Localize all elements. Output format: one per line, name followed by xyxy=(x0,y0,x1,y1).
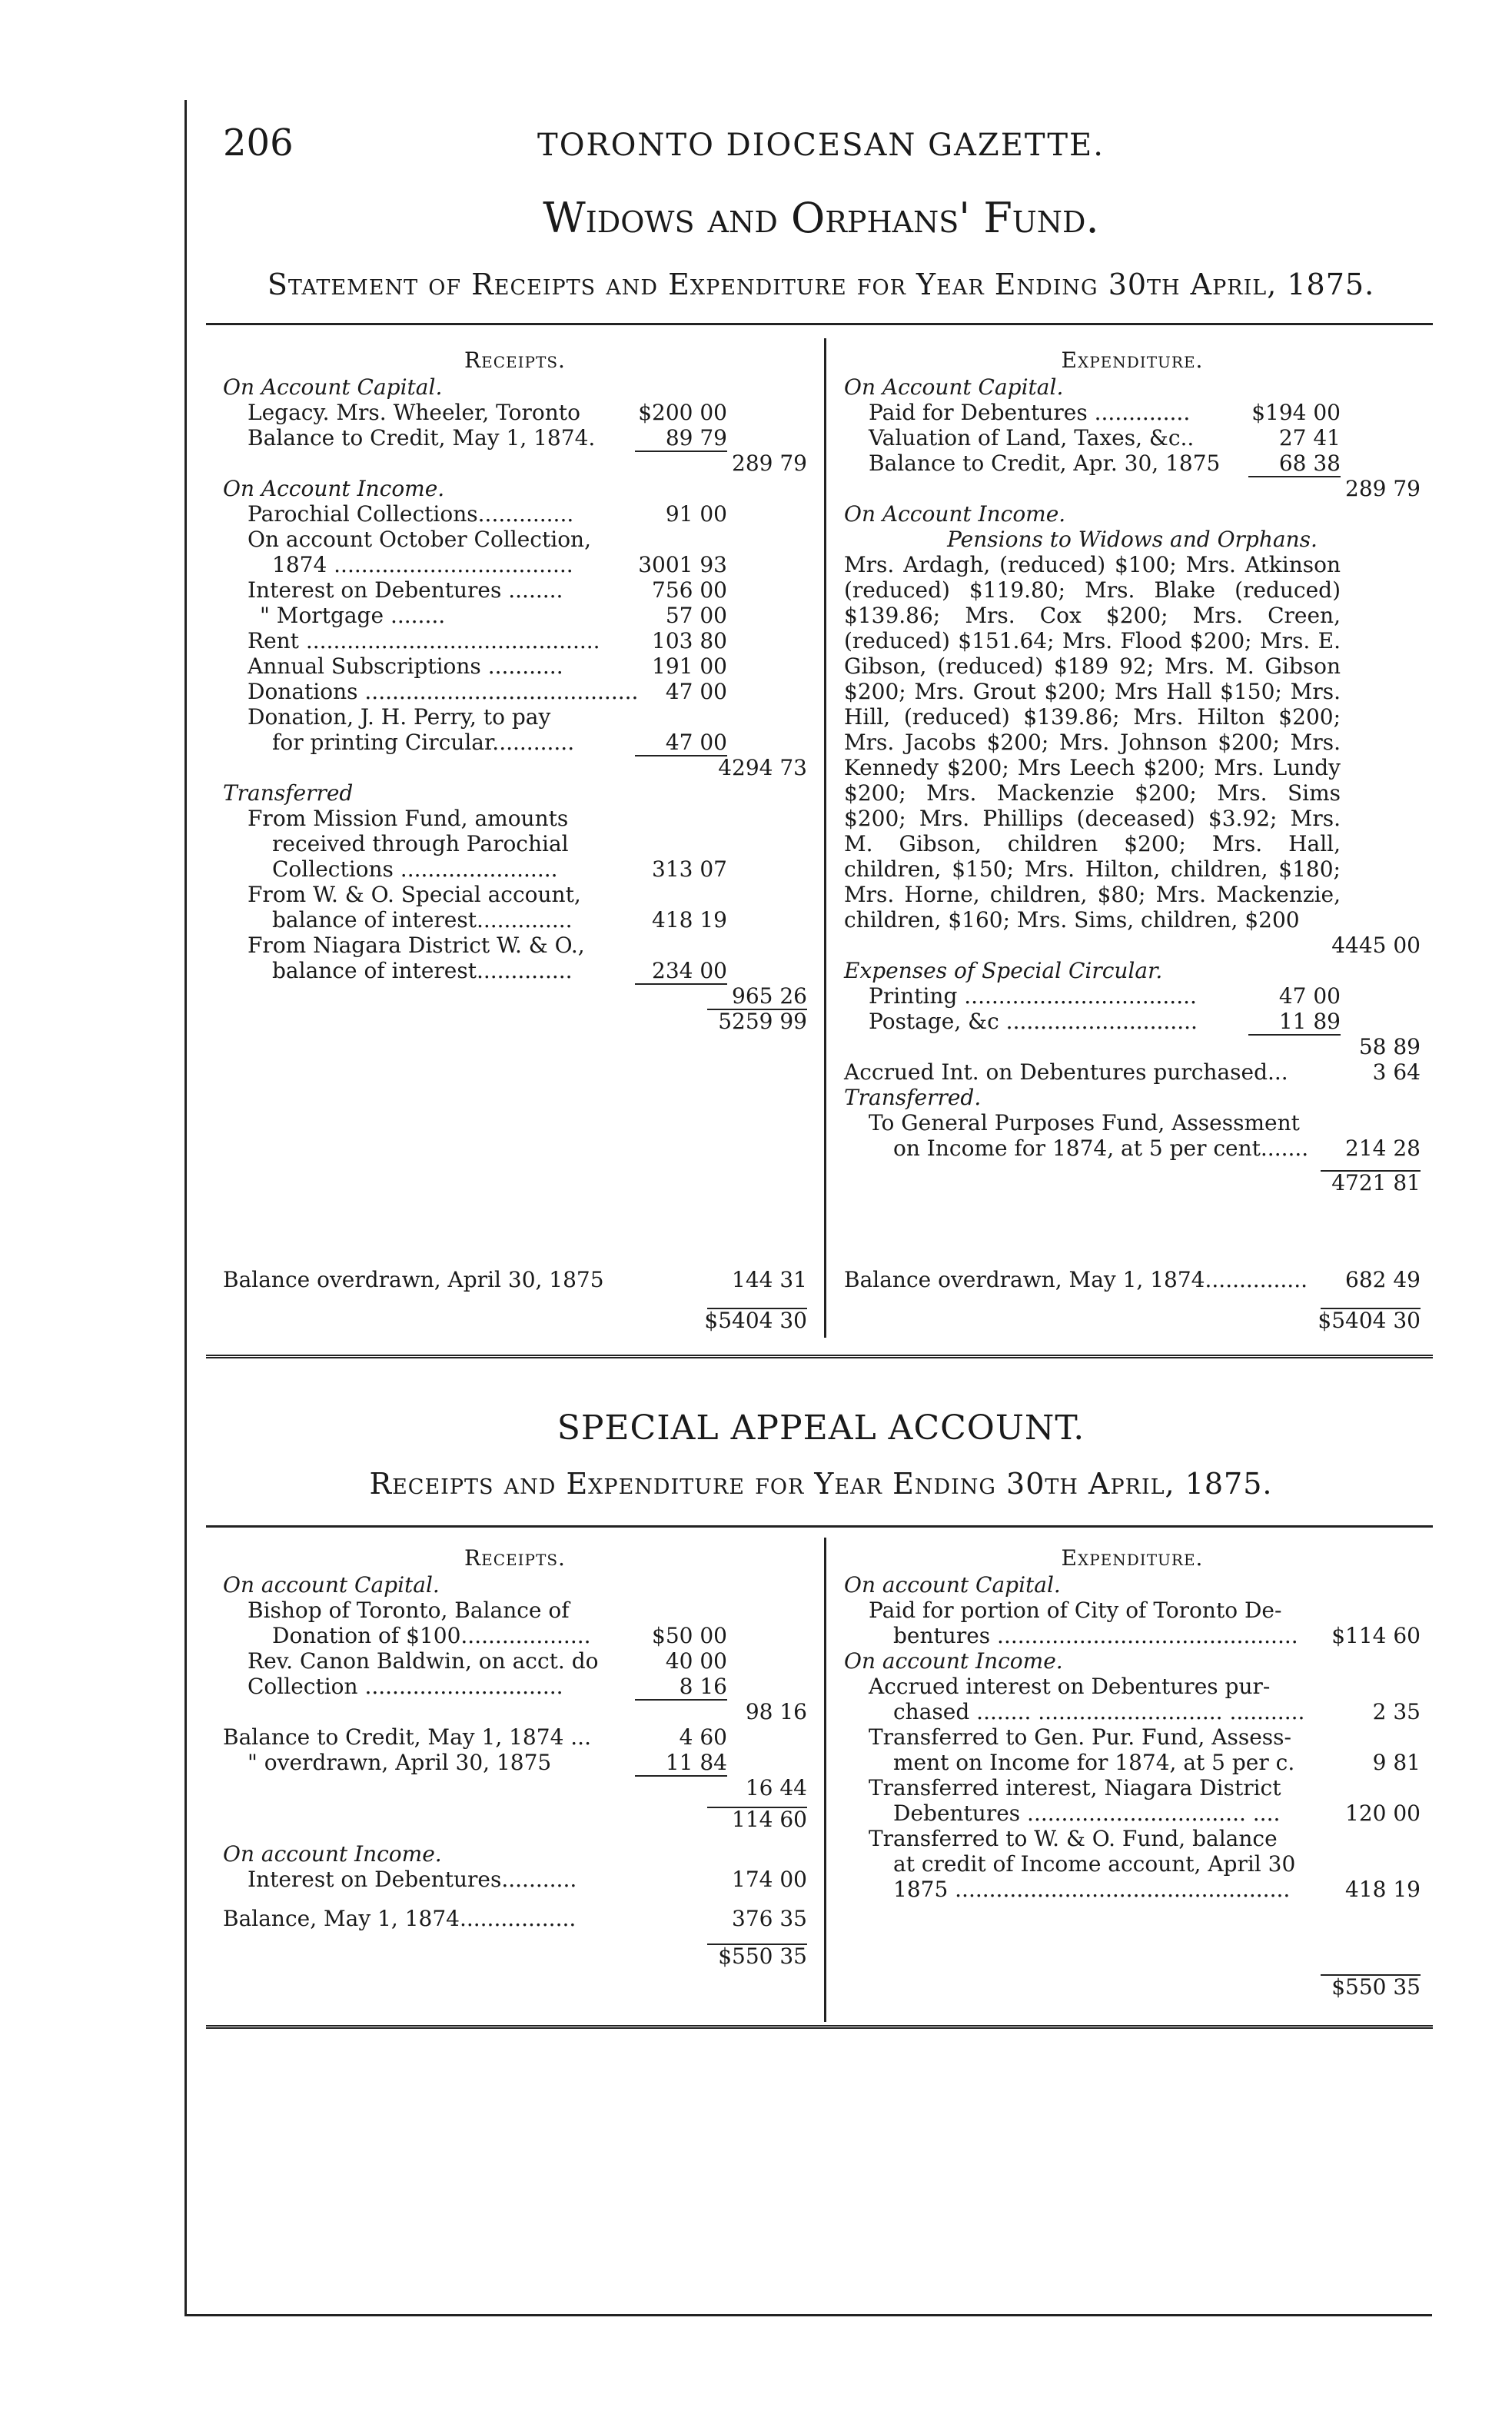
item-label: Transferred interest, Niagara District xyxy=(869,1775,1281,1801)
amount: 47 00 xyxy=(1278,983,1341,1009)
amount: 16 44 xyxy=(745,1775,807,1801)
item-label: From Mission Fund, amounts xyxy=(248,806,569,831)
list-item xyxy=(223,501,807,527)
list-item xyxy=(844,1674,1421,1699)
amount: 40 00 xyxy=(665,1648,727,1674)
running-title: TORONTO DIOCESAN GAZETTE. xyxy=(537,128,1105,163)
appeal-expenditure-total xyxy=(844,1974,1421,2000)
list-item xyxy=(223,1623,807,1648)
list-item xyxy=(223,1867,807,1892)
balance-row xyxy=(844,1267,1421,1292)
amount: 4721 81 xyxy=(1331,1170,1421,1195)
item-label: Donations ........................................ xyxy=(248,679,639,704)
list-item xyxy=(844,1623,1421,1648)
item-label: Parochial Collections.............. xyxy=(248,501,574,527)
amount: 418 19 xyxy=(652,907,727,933)
expenditure-heading: Expenditure. xyxy=(1061,347,1204,373)
list-item xyxy=(844,1699,1421,1724)
item-label: Balance to Credit, Apr. 30, 1875 xyxy=(869,451,1221,476)
list-item xyxy=(844,1059,1421,1085)
receipts-heading: Receipts. xyxy=(464,1545,566,1571)
list-item xyxy=(223,1750,807,1775)
list-item xyxy=(844,1750,1421,1775)
section-label: Transferred. xyxy=(844,1085,982,1110)
amount: 9 81 xyxy=(1372,1750,1421,1775)
divider xyxy=(206,1525,1433,1528)
subtotal-row xyxy=(844,1170,1421,1195)
subtotal-row xyxy=(223,1775,807,1801)
list-item xyxy=(223,425,807,451)
balance-row xyxy=(223,1267,807,1292)
amount: $200 00 xyxy=(638,400,727,425)
amount: 89 79 xyxy=(665,425,727,451)
item-label: Balance overdrawn, April 30, 1875 xyxy=(223,1267,604,1292)
amount: $50 00 xyxy=(652,1623,727,1648)
item-label: Donation, J. H. Perry, to pay xyxy=(248,704,551,730)
amount: 3001 93 xyxy=(638,552,727,577)
item-label: " Mortgage ........ xyxy=(260,603,446,628)
list-item xyxy=(223,628,807,653)
subtotal-row xyxy=(223,983,807,1009)
amount: 68 38 xyxy=(1278,451,1341,476)
item-label: Transferred to W. & O. Fund, balance xyxy=(869,1826,1278,1851)
pensions-text: Mrs. Ardagh, (reduced) $100; Mrs. Atkinson (reduced) $119.80; Mrs. Blake (reduced) $139.86; Mrs. Cox $200; Mrs. Creen, (reduced) $151.64; Mrs. Flood $200; Mrs. E. Gibson, (reduced) $189 92; Mrs. M. Gibson $200; Mrs. Grout $200; Mrs Hall $150; Mrs. Hill, (reduced) $139.86; Mrs. Hilton $200; Mrs. Jacobs $200; Mrs. Johnson $200; Mrs. Kennedy $200; Mrs Leech $200; Mrs. Lundy $200; Mrs. Mackenzie $200; Mrs. Sims $200; Mrs. Phillips (deceased) $3.92; Mrs. M. Gibson, children $200; Mrs. Hall, children, $150; Mrs. Hilton, children, $180; Mrs. Horne, children, $80; Mrs. Mackenzie, children, $160; Mrs. Sims, children, $200 xyxy=(844,552,1341,933)
section-label: On account Capital. xyxy=(844,1572,1061,1598)
item-label: balance of interest.............. xyxy=(272,958,573,983)
item-label: Paid for Debentures .............. xyxy=(869,400,1191,425)
item-label: for printing Circular............ xyxy=(272,730,575,755)
fund-subtitle: Statement of Receipts and Expenditure for Year Ending 30th April, 1875. xyxy=(267,268,1375,301)
item-label: From W. & O. Special account, xyxy=(248,882,581,907)
amount: 5259 99 xyxy=(718,1009,807,1034)
item-label: Collections ....................... xyxy=(272,856,558,882)
amount: 4294 73 xyxy=(718,755,807,780)
list-item xyxy=(223,730,807,755)
amount: 47 00 xyxy=(665,730,727,755)
list-item xyxy=(223,1648,807,1674)
item-label: Printing .................................. xyxy=(869,983,1197,1009)
list-item xyxy=(844,451,1421,476)
item-label: Balance to Credit, May 1, 1874. xyxy=(248,425,596,451)
item-label: Postage, &c ............................ xyxy=(869,1009,1198,1034)
section-label: On account Income. xyxy=(223,1841,442,1867)
amount: 98 16 xyxy=(745,1699,807,1724)
list-item xyxy=(223,1906,807,1931)
item-label: chased ........ ........................... ........... xyxy=(893,1699,1305,1724)
subtotal-row xyxy=(844,476,1421,501)
list-item xyxy=(223,806,807,831)
item-label: Rent ........................................... xyxy=(248,628,600,653)
section-label: On Account Capital. xyxy=(844,374,1064,400)
list-item xyxy=(844,1775,1421,1801)
appeal-expenditure xyxy=(844,1545,1421,1902)
item-label: ment on Income for 1874, at 5 per c. xyxy=(893,1750,1295,1775)
amount: 47 00 xyxy=(665,679,727,704)
item-label: From Niagara District W. & O., xyxy=(248,933,585,958)
amount: 11 84 xyxy=(665,1750,727,1775)
list-item xyxy=(844,1801,1421,1826)
total-row xyxy=(223,1944,807,1969)
amount: 2 35 xyxy=(1372,1699,1421,1724)
appeal-subtitle: Receipts and Expenditure for Year Ending 30th April, 1875. xyxy=(369,1467,1273,1501)
page-number: 206 xyxy=(223,121,294,165)
list-item xyxy=(844,425,1421,451)
list-item xyxy=(223,1724,807,1750)
amount: 103 80 xyxy=(652,628,727,653)
section-label: Transferred xyxy=(223,780,354,806)
receipts-heading: Receipts. xyxy=(464,347,566,373)
item-label: " overdrawn, April 30, 1875 xyxy=(248,1750,552,1775)
pensions-heading: Pensions to Widows and Orphans. xyxy=(947,527,1318,552)
subtotal-row xyxy=(223,451,807,476)
subtotal-row xyxy=(223,1009,807,1034)
fund-receipts xyxy=(223,347,807,1034)
subtotal-row xyxy=(223,755,807,780)
total-row xyxy=(844,1974,1421,2000)
item-label: 1875 ................................................. xyxy=(893,1877,1291,1902)
list-item xyxy=(844,1851,1421,1877)
column-divider xyxy=(824,338,826,1338)
page-header xyxy=(206,115,1436,169)
item-label: Legacy. Mrs. Wheeler, Toronto xyxy=(248,400,580,425)
amount: $114 60 xyxy=(1331,1623,1421,1648)
amount: 144 31 xyxy=(732,1267,807,1292)
subtotal-row xyxy=(223,1699,807,1724)
item-label: Rev. Canon Baldwin, on acct. do xyxy=(248,1648,599,1674)
amount: 120 00 xyxy=(1345,1801,1421,1826)
item-label: To General Purposes Fund, Assessment xyxy=(869,1110,1300,1136)
list-item xyxy=(223,856,807,882)
amount: 756 00 xyxy=(652,577,727,603)
amount: 3 64 xyxy=(1372,1059,1421,1085)
item-label: Annual Subscriptions ........... xyxy=(248,653,563,679)
item-label: bentures ............................................ xyxy=(893,1623,1298,1648)
item-label: Balance overdrawn, May 1, 1874............... xyxy=(844,1267,1308,1292)
list-item xyxy=(223,400,807,425)
list-item xyxy=(844,1009,1421,1034)
list-item xyxy=(844,1877,1421,1902)
list-item xyxy=(223,527,807,552)
list-item xyxy=(844,1110,1421,1136)
amount: $550 35 xyxy=(1331,1974,1421,2000)
list-item xyxy=(844,983,1421,1009)
section-label: Expenses of Special Circular. xyxy=(844,958,1163,983)
list-item xyxy=(844,400,1421,425)
amount: 234 00 xyxy=(652,958,727,983)
divider xyxy=(206,323,1433,325)
list-item xyxy=(223,603,807,628)
item-label: balance of interest.............. xyxy=(272,907,573,933)
total-row xyxy=(223,1308,807,1333)
list-item xyxy=(223,907,807,933)
item-label: received through Parochial xyxy=(272,831,569,856)
amount: 4445 00 xyxy=(1331,933,1421,958)
amount: 214 28 xyxy=(1345,1136,1421,1161)
item-label: Interest on Debentures ........ xyxy=(248,577,563,603)
item-label: 1874 ................................... xyxy=(272,552,573,577)
amount: 965 26 xyxy=(732,983,807,1009)
fund-expenditure-total xyxy=(844,1267,1421,1333)
item-label: Accrued Int. on Debentures purchased... xyxy=(844,1059,1288,1085)
list-item xyxy=(844,1826,1421,1851)
total-row xyxy=(844,1308,1421,1333)
item-label: at credit of Income account, April 30 xyxy=(893,1851,1296,1877)
fund-title: Widows and Orphans' Fund. xyxy=(543,194,1099,242)
amount: 4 60 xyxy=(679,1724,727,1750)
list-item xyxy=(223,552,807,577)
list-item xyxy=(223,577,807,603)
divider xyxy=(206,1355,1433,1358)
item-label: Paid for portion of City of Toronto De- xyxy=(869,1598,1282,1623)
list-item xyxy=(223,679,807,704)
item-label: Valuation of Land, Taxes, &c.. xyxy=(869,425,1195,451)
appeal-title: SPECIAL APPEAL ACCOUNT. xyxy=(557,1408,1085,1448)
item-label: on Income for 1874, at 5 per cent....... xyxy=(893,1136,1309,1161)
amount: 191 00 xyxy=(652,653,727,679)
divider xyxy=(206,2025,1433,2029)
amount: 91 00 xyxy=(665,501,727,527)
amount: 313 07 xyxy=(652,856,727,882)
item-label: On account October Collection, xyxy=(248,527,591,552)
amount: 8 16 xyxy=(679,1674,727,1699)
item-label: Debentures ................................ .... xyxy=(893,1801,1281,1826)
list-item xyxy=(223,704,807,730)
amount: $194 00 xyxy=(1251,400,1341,425)
amount: 57 00 xyxy=(665,603,727,628)
list-item xyxy=(223,653,807,679)
amount: 376 35 xyxy=(732,1906,807,1931)
fund-receipts-total xyxy=(223,1267,807,1333)
item-label: Transferred to Gen. Pur. Fund, Assess- xyxy=(869,1724,1291,1750)
list-item xyxy=(844,1136,1421,1161)
amount: $550 35 xyxy=(718,1944,807,1969)
amount: 418 19 xyxy=(1345,1877,1421,1902)
column-divider xyxy=(824,1538,826,2022)
list-item xyxy=(223,882,807,907)
amount: 11 89 xyxy=(1278,1009,1341,1034)
list-item xyxy=(223,1598,807,1623)
amount: 58 89 xyxy=(1358,1034,1421,1059)
item-label: Interest on Debentures........... xyxy=(248,1867,577,1892)
section-label: On Account Capital. xyxy=(223,374,443,400)
section-label: On Account Income. xyxy=(223,476,445,501)
list-item xyxy=(844,1598,1421,1623)
list-item xyxy=(223,958,807,983)
appeal-receipts xyxy=(223,1545,807,1969)
list-item xyxy=(223,933,807,958)
item-label: Donation of $100................... xyxy=(272,1623,591,1648)
amount: 289 79 xyxy=(1345,476,1421,501)
amount: 174 00 xyxy=(732,1867,807,1892)
expenditure-heading: Expenditure. xyxy=(1061,1545,1204,1571)
amount: 682 49 xyxy=(1345,1267,1421,1292)
item-label: Balance, May 1, 1874................. xyxy=(223,1906,577,1931)
list-item xyxy=(844,1724,1421,1750)
amount: 289 79 xyxy=(732,451,807,476)
list-item xyxy=(223,1674,807,1699)
pensions-total xyxy=(844,933,1421,958)
amount: 27 41 xyxy=(1278,425,1341,451)
subtotal-row xyxy=(223,1807,807,1832)
subtotal-row xyxy=(844,1034,1421,1059)
section-label: On account Income. xyxy=(844,1648,1063,1674)
item-label: Bishop of Toronto, Balance of xyxy=(248,1598,570,1623)
amount: $5404 30 xyxy=(704,1308,807,1333)
item-label: Collection ............................. xyxy=(248,1674,563,1699)
list-item xyxy=(223,831,807,856)
item-label: Accrued interest on Debentures pur- xyxy=(869,1674,1271,1699)
amount: $5404 30 xyxy=(1318,1308,1421,1333)
section-label: On account Capital. xyxy=(223,1572,440,1598)
section-label: On Account Income. xyxy=(844,501,1066,527)
item-label: Balance to Credit, May 1, 1874 ... xyxy=(223,1724,591,1750)
fund-expenditure xyxy=(844,347,1421,1195)
amount: 114 60 xyxy=(732,1807,807,1832)
